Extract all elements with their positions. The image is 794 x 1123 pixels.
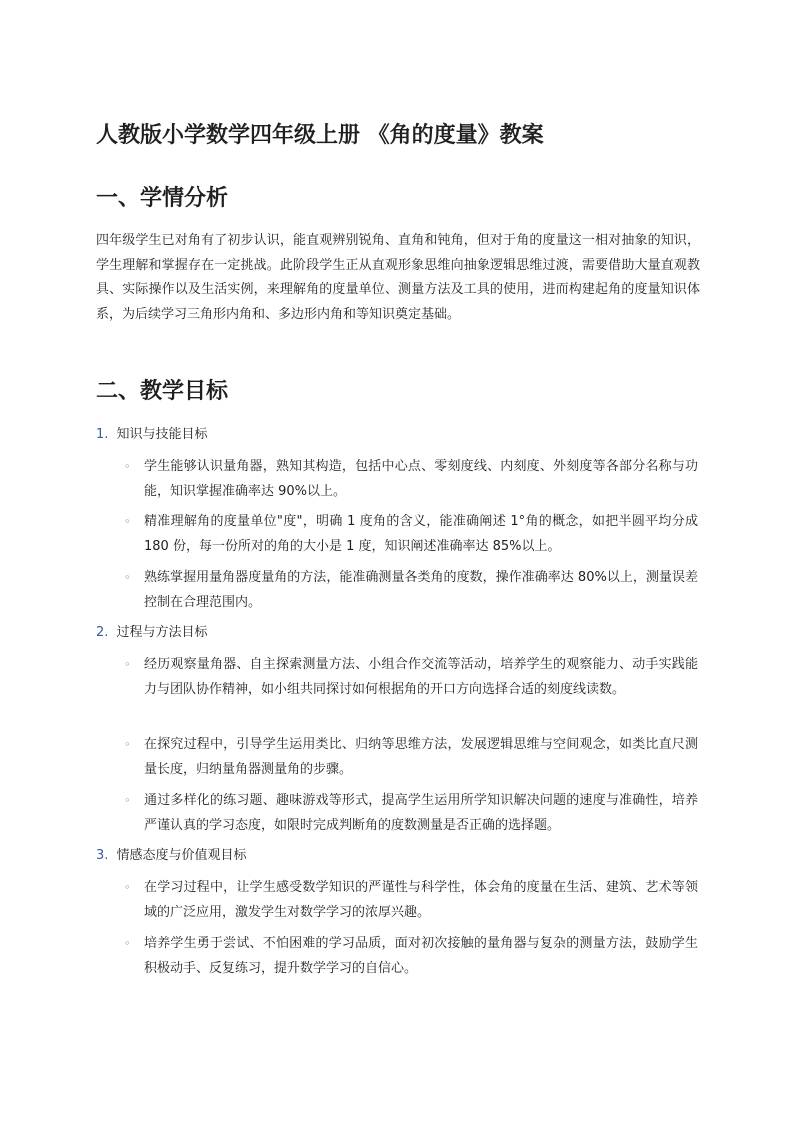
list-number: 2. xyxy=(96,625,109,640)
document-title: 人教版小学数学四年级上册 《角的度量》教案 xyxy=(96,123,544,148)
list-item-text: 精准理解角的度量单位"度"，明确 1 度角的含义，能准确阐述 1°角的概念，如把半圆平均分成 180 份，每一份所对的角的大小是 1 度，知识阐述准确率达 85%以上。 xyxy=(144,514,698,554)
objective-label: 知识与技能目标 xyxy=(116,427,208,442)
list-item-text: 培养学生勇于尝试、不怕困难的学习品质，面对初次接触的量角器与复杂的测量方法，鼓励学生积极动手、反复练习，提升数学学习的自信心。 xyxy=(144,936,698,976)
bullet-icon: ◦ xyxy=(124,794,131,807)
objective-label: 情感态度与价值观目标 xyxy=(116,848,247,863)
list-item xyxy=(124,733,698,782)
objective-item-knowledge xyxy=(96,425,208,445)
objective-label: 过程与方法目标 xyxy=(116,625,208,640)
analysis-paragraph: 四年级学生已对角有了初步认识，能直观辨别锐角、直角和钝角，但对于角的度量这一相对抽象的知识，学生理解和掌握存在一定挑战。此阶段学生正从直观形象思维向抽象逻辑思维过渡，需要借助大量直观教具、实际操作以及生活实例，来理解角的度量单位、测量方法及工具的使用，进而构建起角的度量知识体系，为后续学习三角形内角和、多边形内角和等知识奠定基础。 xyxy=(96,233,700,322)
list-item xyxy=(124,932,698,981)
list-number: 1. xyxy=(96,427,109,442)
list-item-text: 在探究过程中，引导学生运用类比、归纳等思维方法，发展逻辑思维与空间观念，如类比直尺测量长度，归纳量角器测量角的步骤。 xyxy=(144,737,698,777)
list-item-text: 熟练掌握用量角器度量角的方法，能准确测量各类角的度数，操作准确率达 80%以上，测量误差控制在合理范围内。 xyxy=(144,570,698,610)
list-number: 3. xyxy=(96,848,109,863)
bullet-icon: ◦ xyxy=(124,738,131,751)
list-item-text: 学生能够认识量角器，熟知其构造，包括中心点、零刻度线、内刻度、外刻度等各部分名称与功能，知识掌握准确率达 90%以上。 xyxy=(144,459,698,499)
list-item xyxy=(124,566,698,615)
list-item-text: 通过多样化的练习题、趣味游戏等形式，提高学生运用所学知识解决问题的速度与准确性，培养严谨认真的学习态度，如限时完成判断角的度数测量是否正确的选择题。 xyxy=(144,793,698,833)
list-item xyxy=(124,789,698,838)
bullet-icon: ◦ xyxy=(124,937,131,950)
bullet-icon: ◦ xyxy=(124,515,131,528)
list-item xyxy=(124,510,698,559)
list-item-text: 经历观察量角器、自主探索测量方法、小组合作交流等活动，培养学生的观察能力、动手实践能力与团队协作精神，如小组共同探讨如何根据角的开口方向选择合适的刻度线读数。 xyxy=(144,657,698,697)
bullet-icon: ◦ xyxy=(124,881,131,894)
objective-item-process xyxy=(96,623,208,643)
bullet-icon: ◦ xyxy=(124,571,131,584)
bullet-icon: ◦ xyxy=(124,658,131,671)
objective-item-attitude xyxy=(96,846,247,866)
section-heading-analysis: 一、学情分析 xyxy=(96,186,229,211)
list-item xyxy=(124,876,698,925)
list-item xyxy=(124,455,698,504)
bullet-icon: ◦ xyxy=(124,460,131,473)
list-item xyxy=(124,653,698,702)
section-heading-objectives: 二、教学目标 xyxy=(96,379,229,404)
list-item-text: 在学习过程中，让学生感受数学知识的严谨性与科学性，体会角的度量在生活、建筑、艺术等领域的广泛应用，激发学生对数学学习的浓厚兴趣。 xyxy=(144,880,698,920)
